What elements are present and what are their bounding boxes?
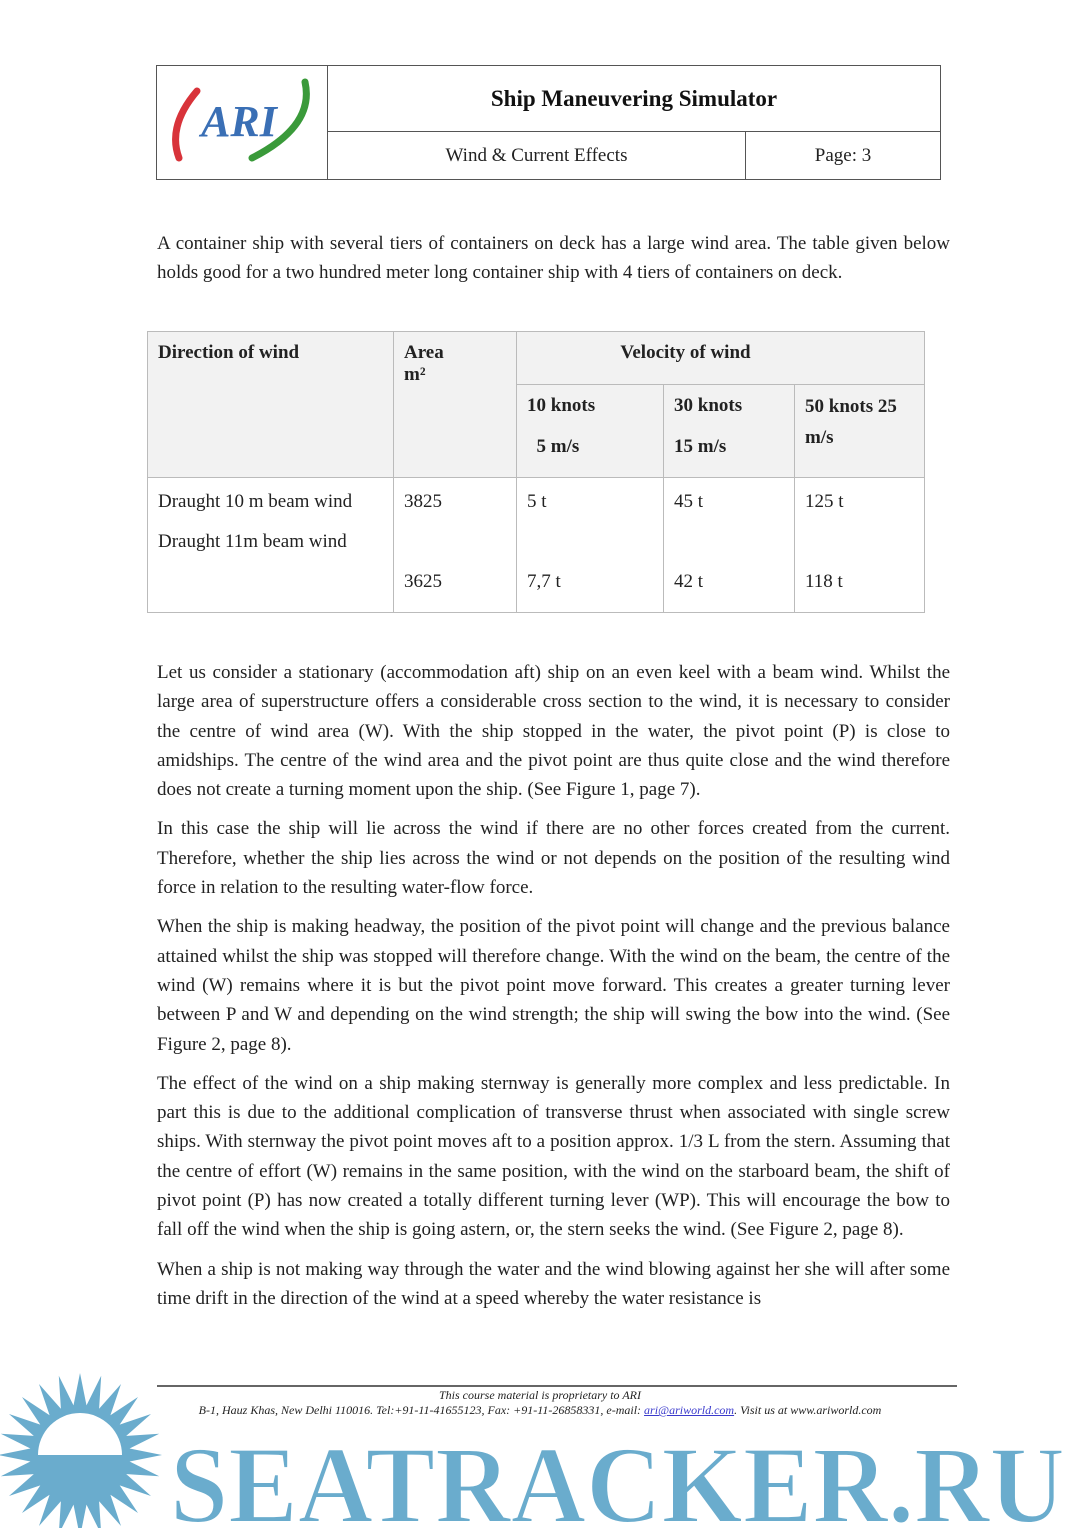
area-unit: m² (404, 364, 426, 385)
velocity-knots: 10 knots (527, 395, 596, 416)
footer-divider (157, 1385, 957, 1387)
footer-proprietary: This course material is proprietary to ARI (439, 1388, 641, 1402)
header-velocity-10 (517, 385, 664, 478)
body-paragraph: The effect of the wind on a ship making sternway is generally more complex and less predictable. In part this is due to the additional complication of transverse thrust when associated with single screw ships. With sternway the pivot point moves aft to a position approx. 1/3 L from the stern. Assuming that the centre of effort (W) remains in the same position, with the wind on the starboard beam, the shift of pivot point (P) has now created a totally different turning lever (WP). This will encourage the bow to fall off the wind when the ship is going astern, or, the stern seeks the wind. (See Figure 2, page 8). (157, 1072, 950, 1241)
body-paragraph: When the ship is making headway, the position of the pivot point will change and the previous balance attained whilst the ship was stopped will therefore change. With the wind on the beam, the centre of the wind (W) remains where it is but the pivot point move forward. This creates a greater turning lever between P and W and depending on the wind strength; the ship will swing the bow into the wind. (See Figure 2, page 8). (157, 916, 950, 1055)
velocity-knots: 30 knots (674, 395, 743, 416)
document-header (156, 65, 941, 180)
area-cell (394, 478, 517, 613)
wind-force-table (147, 331, 925, 613)
header-velocity: Velocity of wind (517, 332, 925, 385)
footer-address (0, 1403, 1080, 1417)
body-paragraph: Let us consider a stationary (accommodation aft) ship on an even keel with a beam wind. Whilst the large area of superstructure offers a considerable cross section to the wind, it is necessary to consider the centre of wind area (W). With the ship stopped in the water, the pivot point (P) is close to amidships. The centre of the wind area and the pivot point are thus quite close and the wind therefore does not create a turning moment upon the ship. (See Figure 1, page 7). (157, 662, 950, 801)
section-title: Wind & Current Effects (328, 132, 746, 179)
header-direction: Direction of wind (148, 332, 394, 478)
website-text: . Visit us at www.ariworld.com (734, 1403, 882, 1417)
direction-cell (148, 478, 394, 613)
ari-logo (157, 66, 328, 179)
area-label: Area (404, 342, 444, 363)
header-velocity-50 (795, 385, 925, 478)
body-paragraph: When a ship is not making way through the water and the wind blowing against her she will after some time drift in the direction of the wind at a speed whereby the water resistance is (157, 1258, 950, 1309)
force-value: 5 t (527, 491, 547, 512)
direction-value: Draught 11m beam wind (158, 531, 347, 552)
header-area (394, 332, 517, 478)
address-text: B-1, Hauz Khas, New Delhi 110016. Tel:+91-11-41655123, Fax: +91-11-26858331, e-mail: (198, 1403, 645, 1417)
velocity-ms: 15 m/s (674, 436, 727, 457)
intro-paragraph: A container ship with several tiers of containers on deck has a large wind area. The table given below holds good for a two hundred meter long container ship with 4 tiers of containers on deck. (157, 233, 950, 284)
force-value: 45 t (674, 491, 704, 512)
page-number: Page: 3 (814, 144, 872, 166)
force-value: 7,7 t (527, 571, 561, 592)
document-title: Ship Maneuvering Simulator (328, 66, 940, 132)
direction-value: Draught 10 m beam wind (158, 491, 353, 512)
velocity-ms: m/s (805, 427, 834, 448)
body-paragraph: In this case the ship will lie across the wind if there are no other forces created from the current. Therefore, whether the ship lies across the wind or not depends on the position of the resulting wind force in relation to the resulting water-flow force. (157, 818, 950, 899)
body-text (157, 658, 950, 1323)
v50-cell (795, 478, 925, 613)
v10-cell (517, 478, 664, 613)
velocity-ms: 5 m/s (536, 436, 580, 457)
v30-cell (664, 478, 795, 613)
svg-text:ARI: ARI (201, 97, 277, 146)
area-value: 3625 (404, 571, 442, 592)
force-value: 118 t (805, 571, 843, 592)
watermark-text: SEATRACKER.RU (170, 1424, 1065, 1528)
email-link[interactable]: ari@ariworld.com (644, 1403, 735, 1417)
force-value: 125 t (805, 491, 844, 512)
force-value: 42 t (674, 571, 704, 592)
velocity-knots: 50 knots 25 (805, 396, 897, 417)
table-row (148, 478, 925, 613)
area-value: 3825 (404, 491, 442, 512)
header-velocity-30 (664, 385, 795, 478)
